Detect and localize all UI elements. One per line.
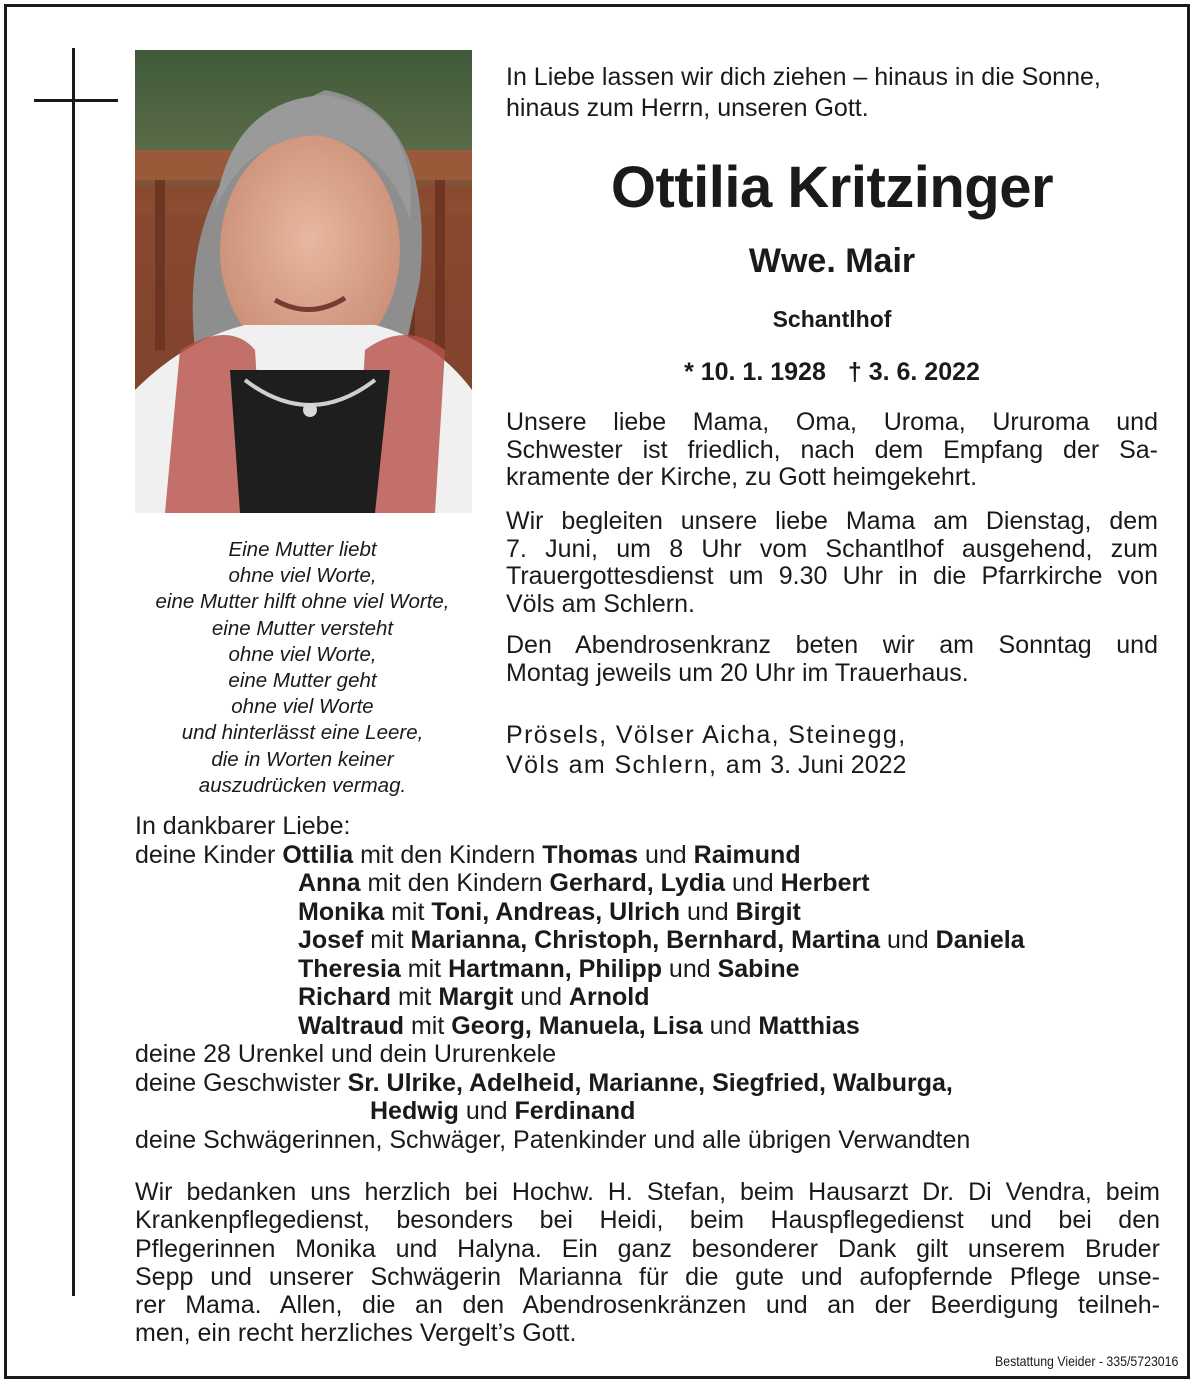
connector: und — [680, 897, 736, 926]
thanks-line: men, ein recht herzliches Vergelt’s Gott. — [135, 1319, 577, 1348]
grandchildren: Georg, Manuela, Lisa — [451, 1011, 703, 1040]
widow-of: Wwe. Mair — [748, 242, 916, 280]
rosary-line: Den Abendrosenkranz beten wir am Sonntag und — [506, 631, 1158, 659]
grandchildren: Herbert — [780, 869, 870, 897]
grandchildren: Marianna, Christoph, Bernhard, Martina — [410, 926, 881, 954]
other-relatives: deine Schwägerinnen, Schwäger, Patenkinder und alle übrigen Verwandten — [135, 1125, 971, 1154]
connector: und — [513, 983, 569, 1011]
poem-line: ohne viel Worte — [231, 695, 374, 719]
poem-line: eine Mutter geht — [228, 669, 377, 693]
announcement-line: Schwester ist friedlich, nach dem Empfang der Sa- — [506, 435, 1158, 464]
siblings-label: deine Geschwister — [135, 1068, 341, 1097]
grandchildren: Margit — [438, 983, 514, 1011]
siblings: Hedwig — [370, 1097, 459, 1125]
connector: mit — [391, 983, 439, 1011]
rosary-info — [506, 632, 1158, 687]
grandchildren: Sabine — [717, 954, 800, 983]
siblings: Sr. Ulrike, Adelheid, Marianne, Siegfried, Walburga, — [347, 1068, 953, 1097]
death-date: † 3. 6. 2022 — [847, 358, 980, 386]
poem-line: eine Mutter hilft ohne viel Worte, — [155, 590, 450, 614]
family-row — [135, 955, 1165, 984]
grandchildren: Gerhard, Lydia — [549, 869, 726, 897]
funeral-line: 7. Juni, um 8 Uhr vom Schantlhof ausgehend, zum — [506, 534, 1158, 563]
family-row — [135, 926, 1165, 955]
place-date-line — [506, 750, 907, 780]
cross-icon — [72, 48, 75, 1296]
child-name: Josef — [298, 926, 364, 954]
thanks-line: Krankenpflegedienst, besonders bei Heidi, beim Hauspflegedienst und bei den — [135, 1206, 1160, 1235]
poem-line: ohne viel Worte, — [228, 564, 377, 588]
child-name: Richard — [298, 983, 392, 1011]
grandchildren: Daniela — [935, 926, 1025, 954]
siblings-row — [135, 1097, 1165, 1126]
family-row — [135, 841, 1165, 870]
announcement-line: Unsere liebe Mama, Oma, Uroma, Ururoma und — [506, 408, 1158, 436]
cross-icon-bar — [34, 99, 118, 102]
thanks-line: rer Mama. Allen, die an den Abendrosenkränzen und an der Beerdigung teilneh- — [135, 1291, 1160, 1320]
place-line-b: Völs am Schlern, am — [506, 751, 764, 779]
poem-line: eine Mutter versteht — [211, 616, 394, 640]
connector: und — [725, 869, 781, 897]
siblings-row — [135, 1069, 1165, 1098]
deceased-name: Ottilia Kritzinger — [610, 155, 1054, 220]
connector: mit — [384, 897, 432, 926]
family-row — [135, 1012, 1165, 1041]
poem-line: und hinterlässt eine Leere, — [181, 721, 424, 745]
child-name: Theresia — [298, 954, 401, 983]
connector: und — [880, 926, 936, 954]
child-name: Anna — [298, 869, 361, 897]
poem-line: auszudrücken vermag. — [198, 773, 407, 797]
funeral-line: Trauergottesdienst um 9.30 Uhr in die Pfarrkirche von — [506, 562, 1158, 590]
announcement — [506, 409, 1158, 492]
child-name: Waltraud — [298, 1011, 405, 1040]
grandchildren: Toni, Andreas, Ulrich — [431, 897, 680, 926]
place-line: Prösels, Völser Aicha, Steinegg, — [506, 721, 907, 749]
family-list — [135, 812, 1165, 1154]
family-intro: In dankbarer Liebe: — [135, 812, 351, 840]
funeral-info — [506, 508, 1158, 618]
announcement-date: 3. Juni 2022 — [763, 751, 907, 779]
grandchildren: Matthias — [758, 1011, 860, 1040]
connector: und — [638, 840, 694, 869]
connector: mit — [404, 1011, 452, 1040]
grandchildren: Thomas — [542, 840, 639, 869]
motto-line: hinaus zum Herrn, unseren Gott. — [506, 94, 869, 122]
connector: und — [661, 954, 718, 983]
grandchildren: Raimund — [693, 840, 801, 869]
portrait-photo — [135, 50, 472, 513]
thanks-line: Pflegerinnen Monika und Halyna. Ein ganz besonderer Dank gilt unserem Bruder — [135, 1234, 1160, 1263]
great-grandchildren: deine 28 Urenkel und dein Ururenkele — [135, 1040, 557, 1068]
family-row — [135, 898, 1165, 927]
rosary-line: Montag jeweils um 20 Uhr im Trauerhaus. — [506, 658, 969, 687]
connector: und — [458, 1097, 515, 1125]
grandchildren: Arnold — [568, 983, 650, 1011]
poem-line: die in Worten keiner — [211, 747, 394, 771]
connector: mit — [363, 926, 411, 954]
poem — [130, 537, 475, 799]
child-name: Monika — [298, 897, 385, 926]
poem-line: Eine Mutter liebt — [228, 538, 377, 561]
thanks-line: Wir bedanken uns herzlich bei Hochw. H. Stefan, beim Hausarzt Dr. Di Vendra, beim — [135, 1178, 1160, 1206]
motto — [506, 62, 1158, 124]
connector: und — [702, 1011, 759, 1040]
thanks-paragraph — [135, 1178, 1160, 1348]
connector: mit — [400, 954, 449, 983]
family-row — [135, 869, 1165, 898]
poem-line: ohne viel Worte, — [228, 642, 377, 666]
funeral-line: Wir begleiten unsere liebe Mama am Dienstag, dem — [506, 507, 1158, 535]
siblings: Ferdinand — [514, 1097, 636, 1125]
family-row — [135, 983, 1165, 1012]
child-name: Ottilia — [282, 840, 354, 869]
grandchildren: Birgit — [735, 897, 801, 926]
funeral-line: Völs am Schlern. — [506, 589, 695, 618]
birth-date: * 10. 1. 1928 — [684, 358, 826, 386]
announcement-line: kramente der Kirche, zu Gott heimgekehrt. — [506, 463, 978, 491]
place-date — [506, 720, 907, 780]
motto-line: In Liebe lassen wir dich ziehen – hinaus in die Sonne, — [506, 63, 1101, 91]
grandchildren: Hartmann, Philipp — [448, 954, 662, 983]
connector: mit den Kindern — [353, 840, 543, 869]
children-label: deine Kinder — [135, 840, 276, 869]
funeral-home-credit: Bestattung Vieider - 335/5723016 — [994, 1353, 1178, 1369]
connector: mit den Kindern — [360, 869, 550, 897]
thanks-line: Sepp und unserer Schwägerin Marianna für die gute und aufopfernde Pflege unse- — [135, 1262, 1160, 1291]
life-dates — [506, 355, 1158, 389]
farm-name: Schantlhof — [772, 306, 892, 332]
